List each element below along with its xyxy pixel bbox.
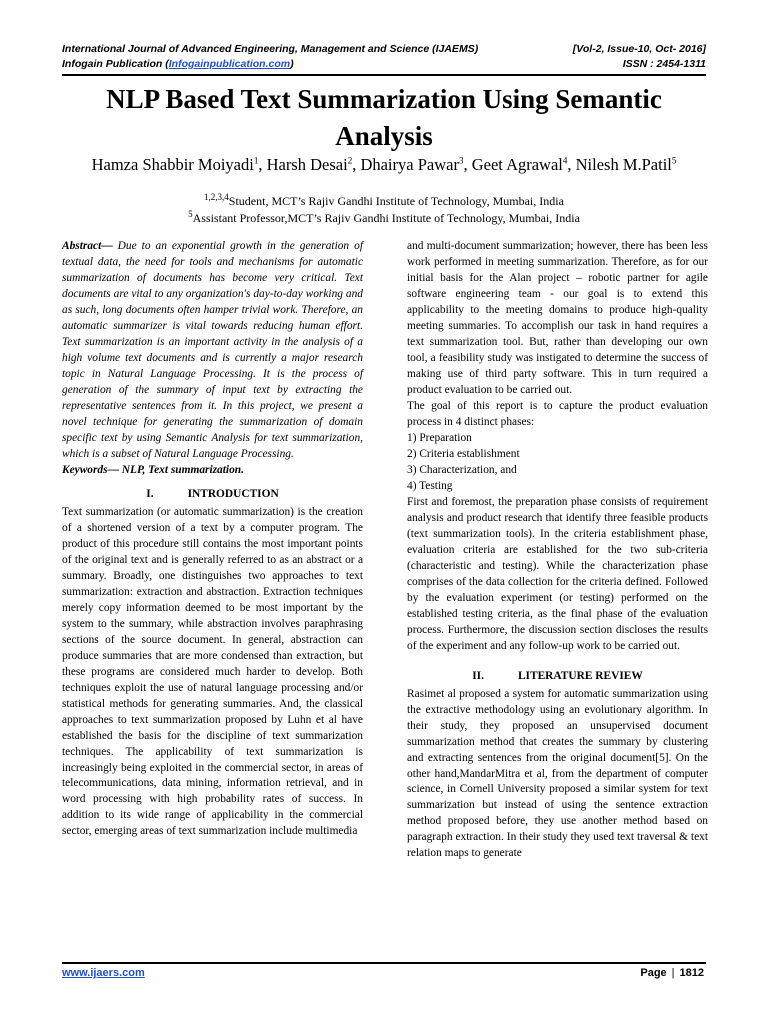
author: Hamza Shabbir Moiyadi$^1$, (91, 154, 267, 174)
paragraph: and multi-document summarization; however, there has been less work performed in meeting summarization. Therefore, as for our initial basis for the Alan project – robotic partner for agile software engineering team - our goal is to extend this applicability to the meeting domains to produce high-quality meeting summaries. To accomplish our task in hand requires a text summarization tool. But, rather than developing our own tool, a feasibility study was instigated to determine the success of making use of third party software. This in turn required a product evaluation to be carried out. (407, 240, 708, 396)
page-number: Page | 1812 (640, 967, 704, 979)
literature-review-text: Rasimet al proposed a system for automatic summarization using the extractive methodology using an evolutionary algorithm. In their study, they proposed an unsupervised document summarization method that creates the summary by clustering and extracting sentences from the original document[5]. On the other hand,MandarMitra et al, from the department of computer science, in Cornell University proposed a similar system for text summarization but instead of using the sentence extraction method proposed before, they use another method based on paragraph extraction. In their study they used text traversal & text relation maps to generate (407, 687, 708, 860)
left-column (62, 239, 363, 840)
phase-list (407, 431, 708, 495)
issn: ISSN : 2454-1311 (622, 58, 706, 70)
publisher-prefix: Infogain Publication ( (62, 58, 169, 70)
abstract-text: Due to an exponential growth in the generation of textual data, the need for tools and mechanisms for automatic summarization of documents has become very critical. Text documents are vital to any organization's day-to-day working and as such, long documents often hamper trivial work. Therefore, an automatic summarizer is vital towards reducing human effort. Text summarization is an important activity in the analysis of a high volume text documents and is currently a major research topic in Natural Language Processing. It is the process of generation of the summary of input text by extracting the representative sentences from it. In this project, we present a novel technique for generating the summarization of domain specific text by using Semantic Analysis for text summarization, which is a subset of Natural Language Processing. (62, 240, 363, 460)
paragraph: The goal of this report is to capture the product evaluation process in 4 distinct phases: (407, 399, 708, 428)
publisher-suffix: ) (290, 58, 294, 70)
list-item: 2) Criteria establishment (407, 447, 520, 460)
author: Geet Agrawal$^4$, (471, 154, 576, 174)
title-line-2: Analysis (335, 121, 433, 151)
right-column (407, 239, 708, 862)
paper-title (40, 81, 728, 155)
title-line-1: NLP Based Text Summarization Using Semantic (106, 84, 662, 114)
journal-url-link[interactable]: www.ijaers.com (62, 967, 145, 979)
publisher-link[interactable]: Infogainpublication.com (168, 58, 291, 70)
section-heading-introduction: I. INTRODUCTION (146, 487, 279, 500)
author: Harsh Desai$^2$, (266, 154, 361, 174)
introduction-text: Text summarization (or automatic summarization) is the creation of a shortened version of a text by a computer program. The product of this procedure still contains the most important points of the original text and is generally referred to as an abstract or a summary. Broadly, one distinguishes two approaches to text summarization: extraction and abstraction. Extraction techniques merely copy information deemed to be most important by the system to the summary, while abstraction involves paraphrasing sections of the source document. In general, abstraction can produce summaries that are more condensed than extraction, but these programs are considered much harder to develop. Both techniques exploit the use of natural language processing and/or statistical methods for generating summaries. And, the classical approaches to text summarization proposed by Luhn et al have established the basis for the discipline of text summarization techniques. The applicability of text summarization is increasingly being exploited in the commercial sector, in areas of telecommunications, data mining, information retrieval, and in word processing with high probability rates of success. In addition to its wide range of applicability in the commercial sector, emerging areas of text summarization include multimedia (62, 505, 363, 838)
paragraph: First and foremost, the preparation phase consists of requirement analysis and product research that identify three feasible products (text summarization tools). In the criteria establishment phase, evaluation criteria are established for the two sub-criteria (characteristic and testing). While the characterization phase comprises of the data collection for the criteria defined. Followed by the evaluation experiment (or testing) performed on the established testing criteria, as the final phase of the evaluation process. Furthermore, the discussion section discloses the results of the experiment and any follow-up work to be carried out. (407, 495, 708, 652)
author: Nilesh M.Patil$^5$ (575, 154, 677, 174)
section-heading-literature-review: II. LITERATURE REVIEW (472, 669, 643, 682)
author: Dhairya Pawar$^3$, (360, 154, 472, 174)
publisher-header (62, 57, 706, 71)
abstract-label: Abstract— (62, 240, 113, 252)
journal-name: International Journal of Advanced Engineering, Management and Science (IJAEMS) (62, 43, 479, 55)
affiliation: $^{1,2,3,4}$Student, MCT’s Rajiv Gandhi Institute of Technology, Mumbai, India (204, 192, 564, 208)
volume-info: [Vol-2, Issue-10, Oct- 2016] (572, 43, 706, 55)
affiliation: $^5$Assistant Professor,MCT’s Rajiv Gandhi Institute of Technology, Mumbai, India (188, 209, 580, 225)
list-item: 3) Characterization, and (407, 463, 517, 476)
author-list (30, 150, 738, 175)
abstract (62, 239, 363, 463)
journal-header (62, 42, 706, 56)
list-item: 1) Preparation (407, 431, 472, 444)
footer-rule (62, 962, 706, 964)
list-item: 4) Testing (407, 479, 453, 492)
page-footer (62, 967, 706, 979)
header-rule (62, 74, 706, 76)
keywords: Keywords— NLP, Text summarization. (62, 463, 244, 476)
